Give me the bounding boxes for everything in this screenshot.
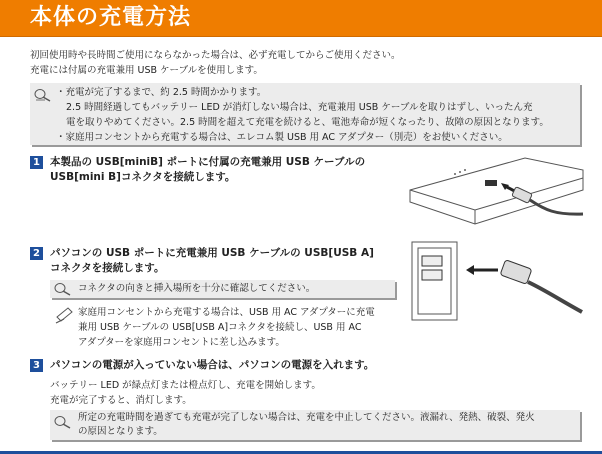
intro-text [30,48,401,78]
memo-line: アダプターを家庭用コンセントに差し込みます。 [78,337,285,348]
memo-text [78,305,398,350]
step-title-line: USB[mini B]コネクタを接続します。 [50,171,236,183]
page-title: 本体の充電方法 [30,5,192,30]
step-title-line: パソコンの USB ポートに充電兼用 USB ケーブルの USB[USB A] [50,247,374,259]
pencil-note-icon [54,415,72,429]
step-title-line: コネクタを接続します。 [50,262,165,274]
note-line: ・充電が完了するまで、約 2.5 時間かかります。 [56,87,267,98]
note-line: の原因となります。 [78,426,163,437]
note-box [30,83,580,145]
memo-line: 家庭用コンセントから充電する場合は、USB 用 AC アダプターに充電 [78,307,375,318]
step-number: 3 [30,359,43,372]
step-title [50,155,365,185]
step-title-line: 本製品の USB[miniB] ポートに付属の充電兼用 USB ケーブルの [50,156,366,168]
memo-icon [54,305,74,325]
note-line: 電を取りやめてください。2.5 時間を超えて充電を続けると、電池寿命が短くなったり、故障の原因となります。 [66,117,549,128]
note-box [50,280,395,298]
note-box [50,410,580,440]
step-title [50,246,374,276]
memo-line: 兼用 USB ケーブルの USB[USB A]コネクタを接続し、USB 用 AC [78,322,362,333]
page-header [0,0,602,37]
intro-line: 初回使用時や長時間ご使用にならなかった場合は、必ず充電してからご使用ください。 [30,50,401,61]
step-body-line: バッテリー LED が緑点灯または橙点灯し、充電を開始します。 [50,380,321,391]
note-line: 所定の充電時間を過ぎても充電が完了しない場合は、充電を中止してください。液漏れ、発熱、破裂、発火 [78,412,535,423]
step-body-line: 充電が完了すると、消灯します。 [50,395,192,406]
device-illustration [405,150,587,228]
note-text: コネクタの向きと挿入場所を十分に確認してください。 [78,283,316,294]
step-body [50,378,321,408]
step-title: パソコンの電源が入っていない場合は、パソコンの電源を入れます。 [50,359,375,371]
pencil-note-icon [34,88,52,102]
step-number: 2 [30,247,43,260]
note-line: ・家庭用コンセントから充電する場合は、エレコム製 USB 用 AC アダプター（別売）をお使いください。 [56,132,508,143]
intro-line: 充電には付属の充電兼用 USB ケーブルを使用します。 [30,65,263,76]
note-line: 2.5 時間経過してもバッテリー LED が消灯しない場合は、充電兼用 USB ケーブルを取りはずし、いったん充 [66,102,533,113]
usb-a-illustration [410,240,585,322]
step-number: 1 [30,156,43,169]
pencil-note-icon [54,282,72,296]
